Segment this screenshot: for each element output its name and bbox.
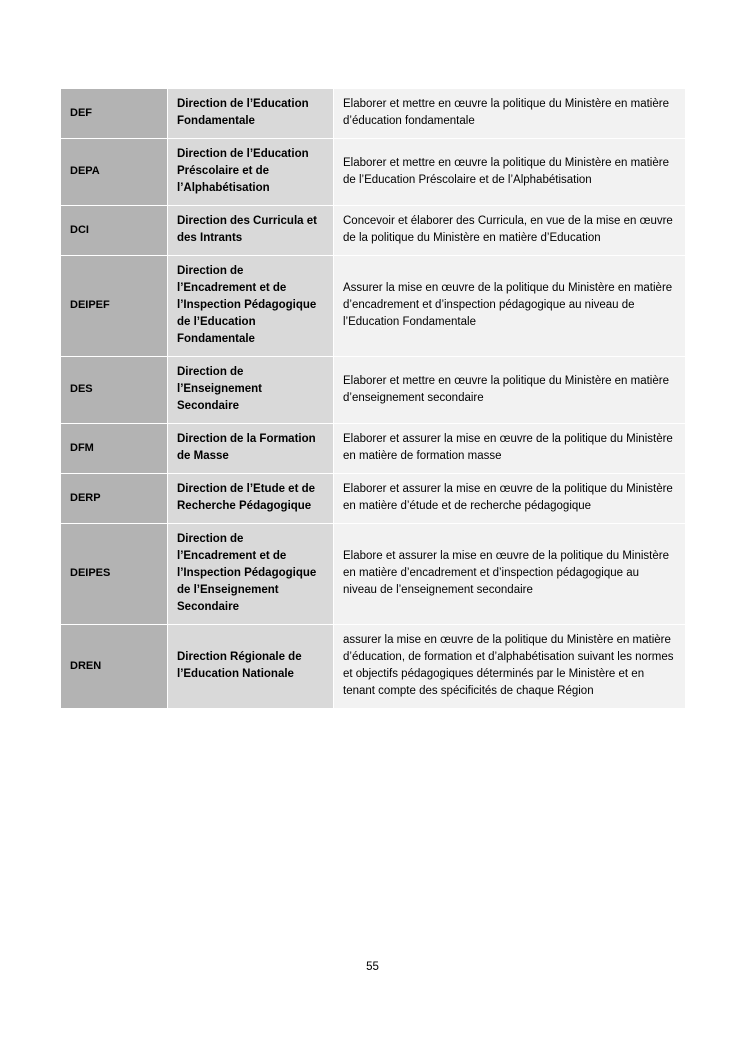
row-description: Assurer la mise en œuvre de la politique du Ministère en matière d’encadrement et d’inspection pédagogique au niveau de l’Education Fondamentale (334, 256, 686, 357)
table-row (61, 139, 686, 206)
row-code: DREN (61, 625, 168, 709)
row-name: Direction Régionale de l’Education Nationale (168, 625, 334, 709)
table-row (61, 524, 686, 625)
row-code: DES (61, 357, 168, 424)
row-description: Elaborer et mettre en œuvre la politique du Ministère en matière de l’Education Préscolaire et de l’Alphabétisation (334, 139, 686, 206)
table-row (61, 424, 686, 474)
row-code: DCI (61, 206, 168, 256)
page-number: 55 (366, 961, 379, 973)
table-row (61, 206, 686, 256)
row-description: Concevoir et élaborer des Curricula, en vue de la mise en œuvre de la politique du Ministère en matière d’Education (334, 206, 686, 256)
row-description: Elaborer et assurer la mise en œuvre de la politique du Ministère en matière de formation masse (334, 424, 686, 474)
directions-table-container (60, 88, 685, 709)
row-name: Direction de l’Education Fondamentale (168, 89, 334, 139)
row-description: Elabore et assurer la mise en œuvre de la politique du Ministère en matière d’encadrement et d’inspection pédagogique au niveau de l’enseignement secondaire (334, 524, 686, 625)
row-name: Direction de l’Encadrement et de l’Inspection Pédagogique de l’Education Fondamentale (168, 256, 334, 357)
row-code: DEIPES (61, 524, 168, 625)
row-description: Elaborer et mettre en œuvre la politique du Ministère en matière d’enseignement secondaire (334, 357, 686, 424)
table-row (61, 89, 686, 139)
row-description: assurer la mise en œuvre de la politique du Ministère en matière d’éducation, de formation et d’alphabétisation suivant les normes et objectifs pédagogiques déterminés par le Ministère et en tenant compte des spécificités de chaque Région (334, 625, 686, 709)
table-row (61, 625, 686, 709)
row-code: DEPA (61, 139, 168, 206)
table-body (61, 89, 686, 709)
table-row (61, 357, 686, 424)
row-name: Direction de l’Enseignement Secondaire (168, 357, 334, 424)
row-name: Direction de la Formation de Masse (168, 424, 334, 474)
row-code: DFM (61, 424, 168, 474)
row-description: Elaborer et assurer la mise en œuvre de la politique du Ministère en matière d’étude et de recherche pédagogique (334, 474, 686, 524)
row-name: Direction de l’Etude et de Recherche Pédagogique (168, 474, 334, 524)
directions-table (60, 88, 686, 709)
table-row (61, 256, 686, 357)
table-row (61, 474, 686, 524)
row-name: Direction de l’Encadrement et de l’Inspection Pédagogique de l’Enseignement Secondaire (168, 524, 334, 625)
row-code: DEF (61, 89, 168, 139)
row-code: DERP (61, 474, 168, 524)
row-name: Direction des Curricula et des Intrants (168, 206, 334, 256)
row-description: Elaborer et mettre en œuvre la politique du Ministère en matière d’éducation fondamentale (334, 89, 686, 139)
row-name: Direction de l’Education Préscolaire et de l’Alphabétisation (168, 139, 334, 206)
row-code: DEIPEF (61, 256, 168, 357)
